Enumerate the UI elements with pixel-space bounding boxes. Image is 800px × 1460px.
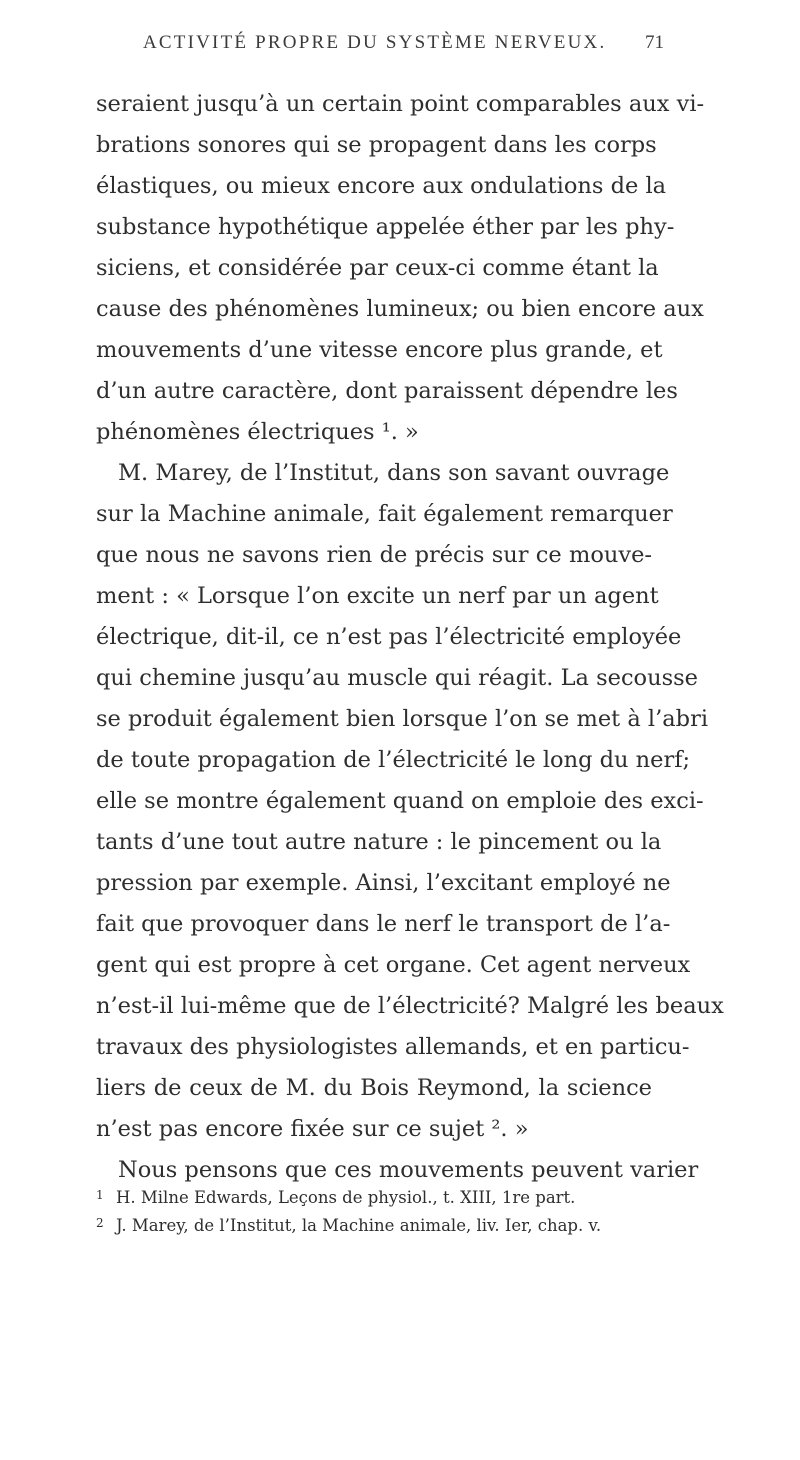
body-text [96, 84, 724, 1191]
text-line: n’est pas encore fixée sur ce sujet ². » [96, 1116, 529, 1142]
running-head [0, 32, 800, 62]
text-line: seraient jusqu’à un certain point comparables aux vi- [96, 91, 705, 117]
text-line: gent qui est propre à cet organe. Cet agent nerveux [96, 952, 691, 978]
text-line: travaux des physiologistes allemands, et en particu- [96, 1034, 690, 1060]
footnote [96, 1184, 696, 1212]
footnote-text: H. Milne Edwards, Leçons de physiol., t. XIII, 1re part. [116, 1188, 576, 1207]
text-line: sur la Machine animale, fait également remarquer [96, 501, 673, 527]
text-line: n’est-il lui-même que de l’électricité? Malgré les beaux [96, 993, 724, 1019]
text-line: phénomènes électriques ¹. » [96, 419, 419, 445]
text-line: tants d’une tout autre nature : le pincement ou la [96, 829, 662, 855]
text-line: de toute propagation de l’électricité le long du nerf; [96, 747, 691, 773]
text-line: siciens, et considérée par ceux-ci comme étant la [96, 255, 659, 281]
text-line: brations sonores qui se propagent dans les corps [96, 132, 657, 158]
text-line: élastiques, ou mieux encore aux ondulations de la [96, 173, 667, 199]
page-number: 71 [645, 32, 664, 53]
text-line: liers de ceux de M. du Bois Reymond, la science [96, 1075, 652, 1101]
footnote-number: 2 [96, 1216, 104, 1230]
text-line: elle se montre également quand on emploie des exci- [96, 788, 704, 814]
footnote-number: 1 [96, 1188, 104, 1202]
text-line: cause des phénomènes lumineux; ou bien encore aux [96, 296, 704, 322]
text-line: se produit également bien lorsque l’on se met à l’abri [96, 706, 709, 732]
text-line: qui chemine jusqu’au muscle qui réagit. La secousse [96, 665, 698, 691]
text-line: mouvements d’une vitesse encore plus grande, et [96, 337, 663, 363]
text-line: substance hypothétique appelée éther par les phy- [96, 214, 675, 240]
footnote [96, 1212, 696, 1240]
text-line: fait que provoquer dans le nerf le transport de l’a- [96, 911, 671, 937]
text-line: ment : « Lorsque l’on excite un nerf par un agent [96, 583, 659, 609]
text-line: pression par exemple. Ainsi, l’excitant employé ne [96, 870, 671, 896]
text-line: électrique, dit-il, ce n’est pas l’électricité employée [96, 624, 682, 650]
footnotes [96, 1184, 696, 1240]
text-line: que nous ne savons rien de précis sur ce mouve- [96, 542, 652, 568]
footnote-text: J. Marey, de l’Institut, la Machine animale, liv. Ier, chap. v. [116, 1216, 602, 1235]
text-line: Nous pensons que ces mouvements peuvent varier [118, 1157, 699, 1183]
text-line: M. Marey, de l’Institut, dans son savant ouvrage [118, 460, 670, 486]
running-title: ACTIVITÉ PROPRE DU SYSTÈME NERVEUX. [143, 32, 607, 53]
text-line: d’un autre caractère, dont paraissent dépendre les [96, 378, 678, 404]
